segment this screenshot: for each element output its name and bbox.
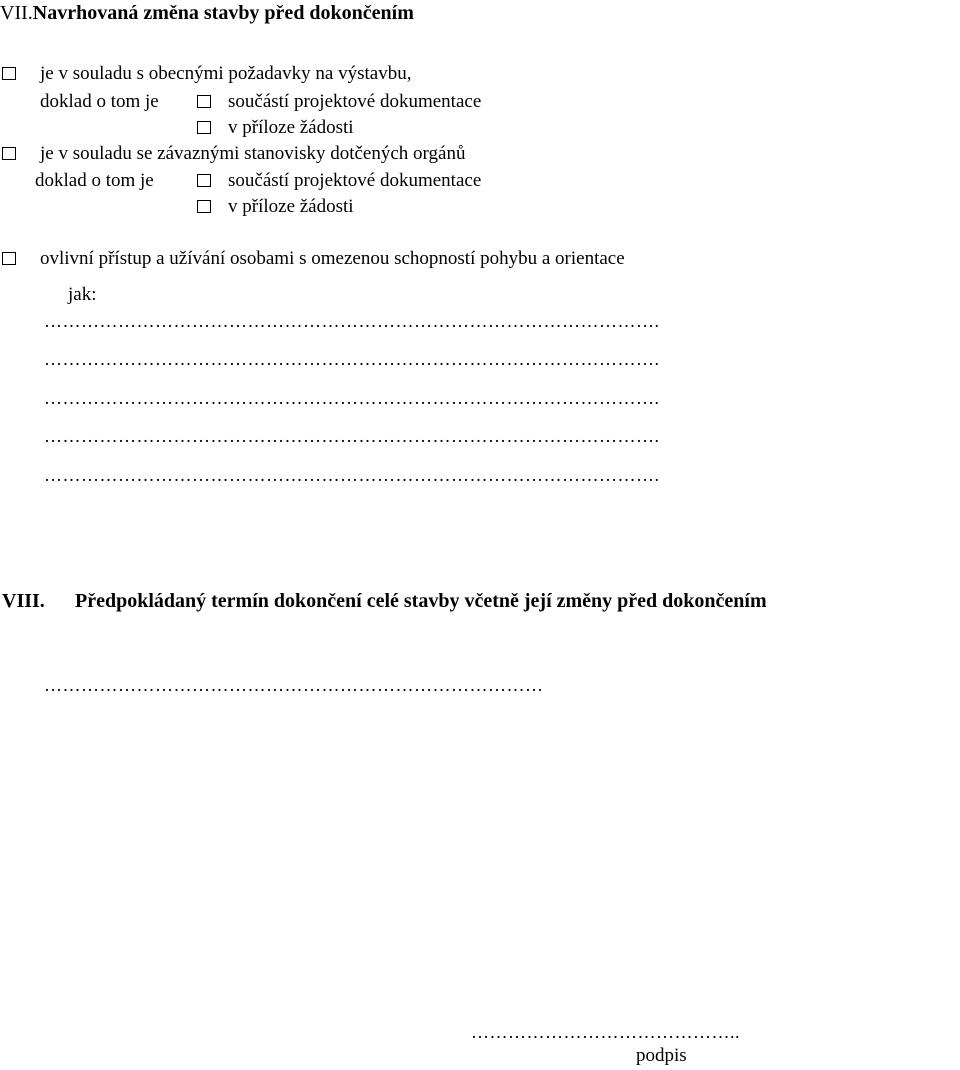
label-proof-1-project-docs: součástí projektové dokumentace <box>228 91 482 112</box>
dotted-line-5[interactable]: ………………………………………………………………………………………. <box>44 465 660 485</box>
dotted-line-4[interactable]: ………………………………………………………………………………………. <box>44 426 660 446</box>
label-proof-1: doklad o tom je <box>40 91 159 112</box>
checkbox-general-requirements[interactable] <box>2 67 16 80</box>
section-8-title: Předpokládaný termín dokončení celé stavby včetně její změny před dokončením <box>75 590 767 612</box>
dotted-line-2[interactable]: ………………………………………………………………………………………. <box>44 349 660 369</box>
checkbox-proof-2-attachment[interactable] <box>197 200 211 213</box>
checkbox-proof-1-attachment[interactable] <box>197 121 211 134</box>
label-how: jak: <box>68 284 97 305</box>
label-proof-2-project-docs: součástí projektové dokumentace <box>228 170 482 191</box>
checkbox-accessibility[interactable] <box>2 252 16 265</box>
label-proof-2-attachment: v příloze žádosti <box>228 196 354 217</box>
checkbox-proof-1-project-docs[interactable] <box>197 95 211 108</box>
label-proof-1-attachment: v příloze žádosti <box>228 117 354 138</box>
section-7-title: VII. <box>0 2 33 24</box>
signature-label: podpis <box>636 1045 687 1066</box>
dotted-line-3[interactable]: ………………………………………………………………………………………. <box>44 388 660 408</box>
section-8-number: VIII. <box>2 590 45 612</box>
label-general-requirements: je v souladu s obecnými požadavky na výstavbu, <box>40 63 412 84</box>
label-proof-2: doklad o tom je <box>35 170 154 191</box>
signature-line[interactable]: …………………………………….. <box>471 1022 740 1042</box>
label-accessibility: ovlivní přístup a užívání osobami s omezenou schopností pohybu a orientace <box>40 248 625 269</box>
section-7-heading: Navrhovaná změna stavby před dokončením <box>32 2 414 24</box>
label-binding-opinions: je v souladu se závaznými stanovisky dotčených orgánů <box>40 143 466 164</box>
completion-date-line[interactable]: ……………………………………………………………………… <box>44 675 544 695</box>
checkbox-binding-opinions[interactable] <box>2 147 16 160</box>
dotted-line-1[interactable]: ………………………………………………………………………………………. <box>44 311 660 331</box>
checkbox-proof-2-project-docs[interactable] <box>197 174 211 187</box>
